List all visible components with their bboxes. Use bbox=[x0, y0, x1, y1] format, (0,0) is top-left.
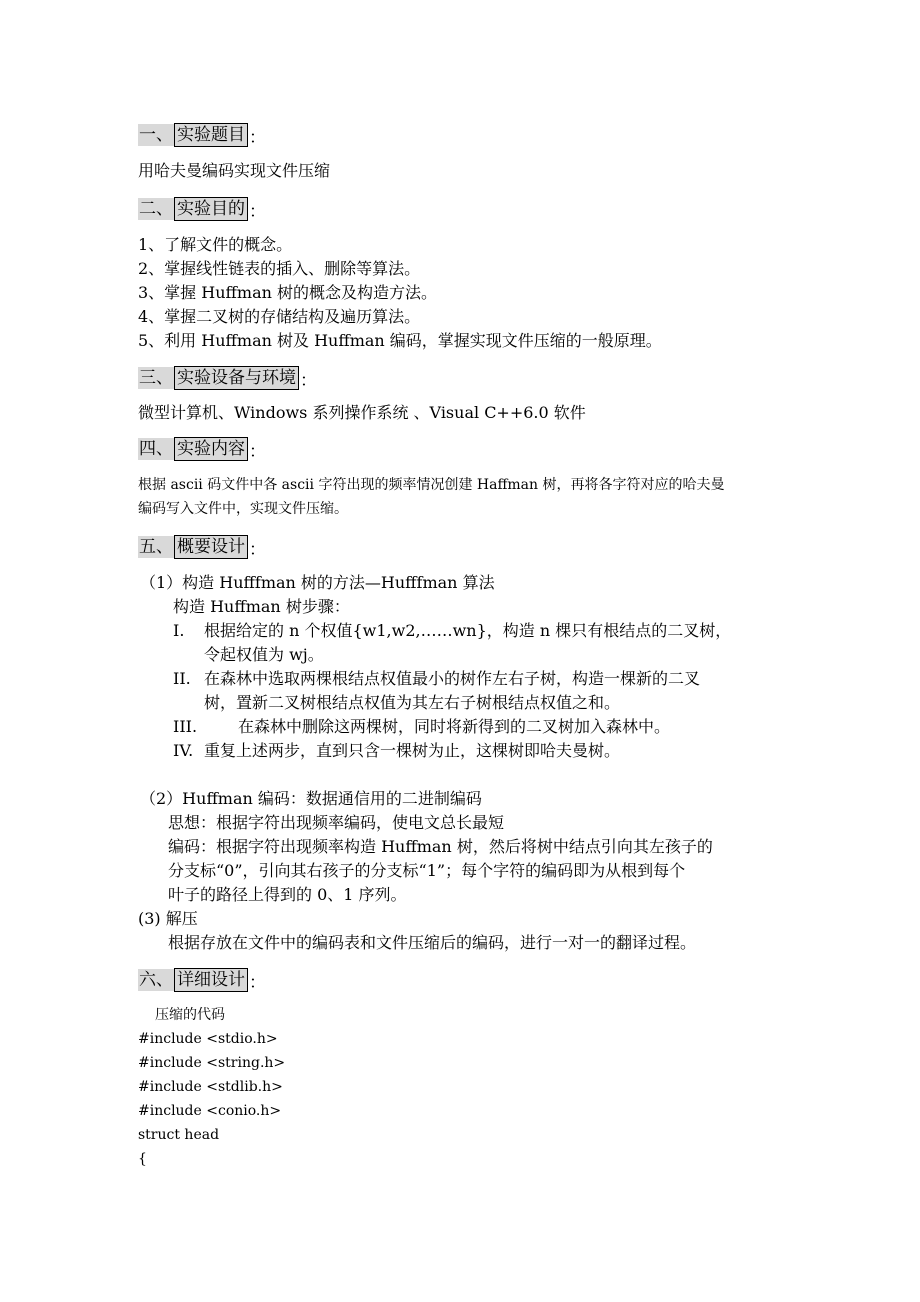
section-heading-2 bbox=[138, 197, 266, 221]
section-number: 五、 bbox=[139, 537, 173, 557]
section-title: 概要设计 bbox=[174, 535, 248, 559]
section-number: 一、 bbox=[139, 125, 173, 145]
step-number: II. bbox=[173, 669, 191, 688]
code-line: #include <stdlib.h> bbox=[138, 1079, 283, 1095]
design-part-2-code: 分支标“0”，引向其右孩子的分支标“1”；每个字符的编码即为从根到每个 bbox=[168, 861, 686, 880]
section-number: 六、 bbox=[139, 970, 173, 990]
design-part-2-code: 编码：根据字符出现频率构造 Huffman 树，然后将树中结点引向其左孩子的 bbox=[168, 837, 713, 856]
section-number: 三、 bbox=[139, 368, 173, 388]
section-colon: ： bbox=[300, 370, 317, 391]
step-text: 令起权值为 wj。 bbox=[204, 645, 324, 664]
section-heading-4 bbox=[138, 437, 266, 461]
code-line: { bbox=[138, 1151, 147, 1167]
design-part-3-text: 根据存放在文件中的编码表和文件压缩后的编码，进行一对一的翻译过程。 bbox=[168, 933, 697, 952]
section-number: 四、 bbox=[139, 439, 173, 459]
step-number: I. bbox=[173, 621, 185, 640]
goal-item: 4、掌握二叉树的存储结构及遍历算法。 bbox=[138, 307, 421, 326]
section-title: 实验设备与环境 bbox=[174, 366, 299, 390]
design-part-1-subtitle: 构造 Huffman 树步骤： bbox=[173, 597, 350, 616]
code-line: #include <conio.h> bbox=[138, 1103, 282, 1119]
design-part-2-idea: 思想：根据字符出现频率编码，使电文总长最短 bbox=[168, 813, 505, 832]
step-text: 重复上述两步，直到只含一棵树为止，这棵树即哈夫曼树。 bbox=[204, 741, 621, 760]
code-line: #include <string.h> bbox=[138, 1055, 286, 1071]
goal-item: 5、利用 Huffman 树及 Huffman 编码，掌握实现文件压缩的一般原理。 bbox=[138, 331, 662, 350]
code-line: struct head bbox=[138, 1127, 220, 1143]
section-heading-6 bbox=[138, 968, 266, 992]
code-label: 压缩的代码 bbox=[155, 1007, 225, 1023]
content-line: 根据 ascii 码文件中各 ascii 字符出现的频率情况创建 Haffman 树，再将各字符对应的哈夫曼 bbox=[138, 477, 725, 493]
goal-item: 3、掌握 Huffman 树的概念及构造方法。 bbox=[138, 283, 437, 302]
step-text: 树，置新二叉树根结点权值为其左右子树根结点权值之和。 bbox=[204, 693, 621, 712]
goal-item: 2、掌握线性链表的插入、删除等算法。 bbox=[138, 259, 421, 278]
section-heading-1 bbox=[138, 123, 266, 147]
section-number: 二、 bbox=[139, 199, 173, 219]
code-line: #include <stdio.h> bbox=[138, 1031, 278, 1047]
step-text: 根据给定的 n 个权值{w1,w2,……wn}，构造 n 棵只有根结点的二叉树， bbox=[204, 621, 732, 640]
section-colon: ： bbox=[249, 127, 266, 148]
section-title: 详细设计 bbox=[174, 968, 248, 992]
design-part-2-code: 叶子的路径上得到的 0、1 序列。 bbox=[168, 885, 407, 904]
design-part-1-title: （1）构造 Hufffman 树的方法—Hufffman 算法 bbox=[140, 573, 495, 592]
step-text: 在森林中选取两棵根结点权值最小的树作左右子树，构造一棵新的二叉 bbox=[204, 669, 701, 688]
environment-text: 微型计算机、Windows 系列操作系统 、Visual C++6.0 软件 bbox=[138, 403, 586, 422]
step-number: III. bbox=[173, 717, 198, 736]
section-heading-3 bbox=[138, 366, 317, 390]
design-part-3-title: (3) 解压 bbox=[138, 909, 198, 928]
section-colon: ： bbox=[249, 972, 266, 993]
section-title: 实验目的 bbox=[174, 197, 248, 221]
step-text: 在森林中删除这两棵树，同时将新得到的二叉树加入森林中。 bbox=[238, 717, 671, 736]
section-colon: ： bbox=[249, 441, 266, 462]
content-line: 编码写入文件中，实现文件压缩。 bbox=[138, 501, 348, 517]
design-part-2-title: （2）Huffman 编码：数据通信用的二进制编码 bbox=[140, 789, 482, 808]
section-heading-5 bbox=[138, 535, 266, 559]
section-title: 实验内容 bbox=[174, 437, 248, 461]
experiment-topic: 用哈夫曼编码实现文件压缩 bbox=[138, 161, 331, 180]
section-colon: ： bbox=[249, 539, 266, 560]
step-number: IV. bbox=[173, 741, 194, 760]
section-colon: ： bbox=[249, 201, 266, 222]
goal-item: 1、了解文件的概念。 bbox=[138, 235, 293, 254]
section-title: 实验题目 bbox=[174, 123, 248, 147]
